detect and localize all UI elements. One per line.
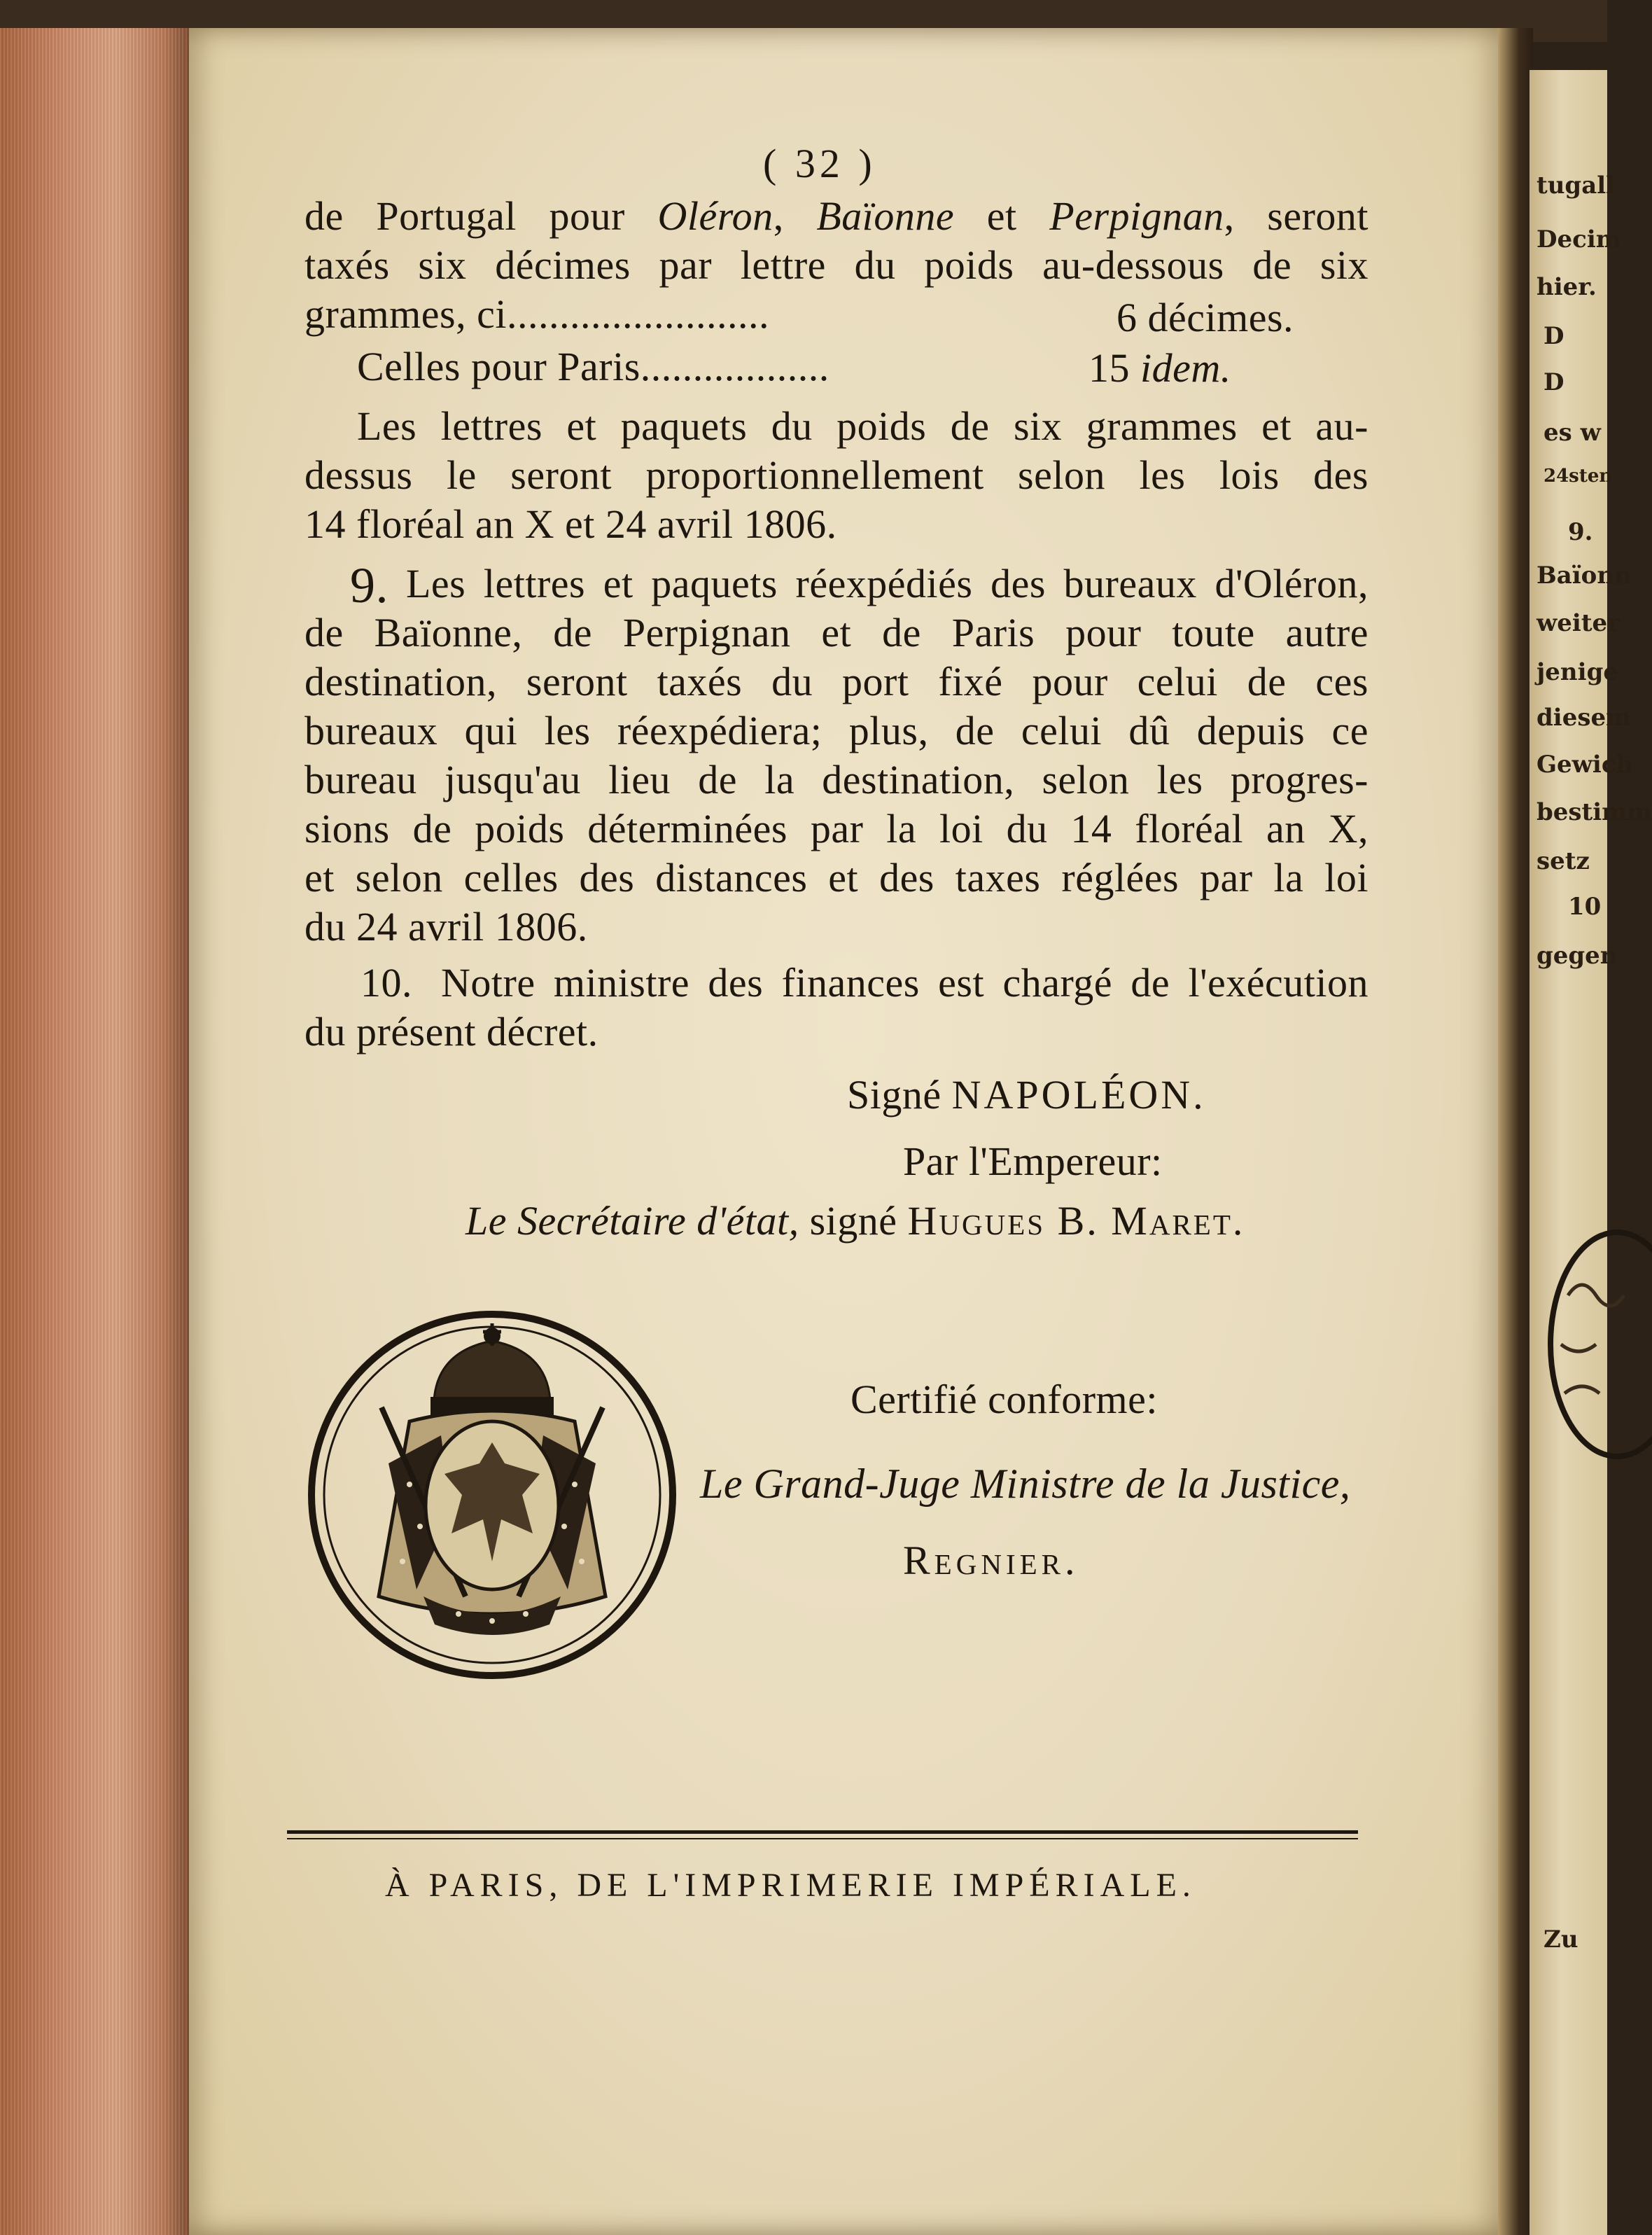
paris-line-label: Celles pour Paris.................. xyxy=(357,344,830,389)
book-gutter xyxy=(1498,28,1533,2235)
article-9-line: destination, seront taxés du port fixé pour celui de ces xyxy=(304,659,1368,704)
place-baionne: Baïonne xyxy=(816,193,955,239)
text-run: de Portugal pour xyxy=(304,193,658,239)
text-run: , xyxy=(773,193,817,239)
facing-seal-fragment xyxy=(1540,1225,1610,1463)
facing-fragment: hier. xyxy=(1536,273,1597,301)
paris-value: 15 xyxy=(1088,345,1130,391)
facing-fragment: Gewich xyxy=(1536,751,1634,779)
article-9-line: bureau jusqu'au lieu de la destination, selon les progres- xyxy=(304,757,1368,802)
paragraph-1-line-1 xyxy=(304,193,1368,239)
article-9-line: Les lettres et paquets réexpédiés des bureaux d'Oléron, xyxy=(406,561,1368,606)
imperial-seal-stamp xyxy=(304,1302,679,1684)
grand-juge-title: Le Grand-Juge Ministre de la Justice, xyxy=(700,1461,1351,1507)
article-9-line: sions de poids déterminées par la loi du 14 floréal an X, xyxy=(304,806,1368,851)
facing-fragment: Decim xyxy=(1536,225,1621,253)
secretaire-signe: signé xyxy=(809,1198,897,1244)
regnier-name: Regnier. xyxy=(903,1538,1079,1583)
paragraph-2-line-2: dessus le seront proportionnellement selon les lois des xyxy=(304,452,1368,498)
text-run: , seront xyxy=(1224,193,1369,239)
facing-fragment: Baïonn xyxy=(1536,562,1632,590)
page-number: ( 32 ) xyxy=(763,141,876,186)
facing-fragment: es w xyxy=(1544,419,1601,447)
certifie-conforme: Certifié conforme: xyxy=(850,1377,1158,1422)
footer-rule-thick xyxy=(287,1830,1358,1834)
article-9-line: du 24 avril 1806. xyxy=(304,904,588,949)
imprint: À PARIS, DE L'IMPRIMERIE IMPÉRIALE. xyxy=(385,1867,1196,1904)
article-9-line: bureaux qui les réexpédiera; plus, de celui dû depuis ce xyxy=(304,708,1368,753)
facing-fragment: 10 xyxy=(1568,893,1602,921)
secretaire-title: Le Secrétaire d'état, xyxy=(465,1198,799,1244)
place-perpignan: Perpignan xyxy=(1049,193,1224,239)
book-fore-edge xyxy=(0,28,195,2235)
footer-rule-thin xyxy=(287,1838,1358,1839)
text-run: et xyxy=(954,193,1050,239)
article-9-line: de Baïonne, de Perpignan et de Paris pour toute autre xyxy=(304,610,1368,655)
facing-page xyxy=(1530,70,1652,2235)
signe-label: Signé xyxy=(847,1072,941,1118)
facing-fragment: tugall xyxy=(1536,172,1616,200)
paragraph-2-line-3: 14 floréal an X et 24 avril 1806. xyxy=(304,501,837,547)
paragraph-2-line-1: Les lettres et paquets du poids de six grammes et au- xyxy=(357,403,1368,449)
place-oleron: Oléron xyxy=(657,193,774,239)
paragraph-1-line-3: grammes, ci......................... xyxy=(304,291,769,337)
facing-fragment: jenige xyxy=(1536,658,1618,686)
facing-fragment: D xyxy=(1544,322,1564,350)
facing-fragment: diesem xyxy=(1536,704,1632,732)
article-9-line: et selon celles des distances et des taxes réglées par la loi xyxy=(304,855,1368,900)
article-10-line: Notre ministre des finances est chargé de l'exécution xyxy=(441,960,1368,1005)
maret-name: Hugues B. Maret. xyxy=(907,1198,1245,1244)
tax-value-decimes: 6 décimes. xyxy=(1116,295,1294,340)
article-10-line: du présent décret. xyxy=(304,1009,598,1054)
paris-unit: idem. xyxy=(1140,345,1231,391)
facing-fragment: gegen xyxy=(1536,942,1618,970)
facing-fragment: D xyxy=(1544,368,1564,396)
napoleon-name: NAPOLÉON. xyxy=(951,1072,1206,1118)
facing-fragment: Zu xyxy=(1544,1926,1578,1954)
paragraph-1-line-2: taxés six décimes par lettre du poids au-dessous de six xyxy=(304,242,1368,288)
paris-line-value xyxy=(1088,344,1231,391)
secretaire-line xyxy=(465,1197,1245,1244)
article-10-number: 10. xyxy=(360,960,412,1005)
facing-fragment: 24sten xyxy=(1544,466,1613,487)
article-9-number: 9. xyxy=(350,557,388,613)
facing-fragment: 9. xyxy=(1568,518,1593,546)
facing-fragment: setz xyxy=(1536,847,1590,875)
signature-napoleon xyxy=(847,1071,1206,1118)
facing-fragment: bestimm xyxy=(1536,798,1652,826)
facing-fragment: weiter xyxy=(1536,609,1620,637)
par-empereur: Par l'Empereur: xyxy=(903,1139,1163,1184)
